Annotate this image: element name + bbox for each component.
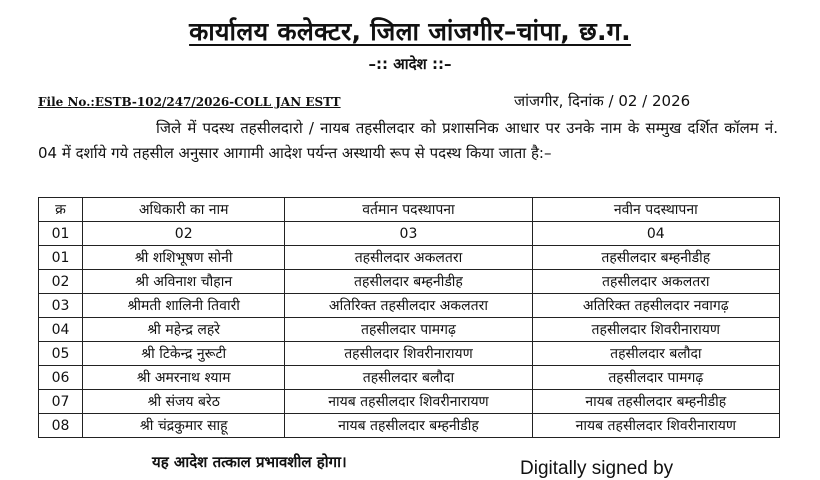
current-posting-cell: तहसीलदार बलौदा — [285, 366, 532, 390]
serial-cell: 01 — [39, 246, 83, 270]
effective-note: यह आदेश तत्काल प्रभावशील होगा। — [152, 453, 347, 471]
new-posting-cell: तहसीलदार शिवरीनारायण — [532, 318, 779, 342]
new-posting-cell: नायब तहसीलदार बम्हनीडीह — [532, 390, 779, 414]
new-posting-cell: तहसीलदार बलौदा — [532, 342, 779, 366]
officer-name-cell: श्रीमती शालिनी तिवारी — [83, 294, 285, 318]
file-number: File No.:ESTB-102/247/2026-COLL JAN ESTT — [38, 95, 341, 109]
current-posting-cell: नायब तहसीलदार शिवरीनारायण — [285, 390, 532, 414]
new-posting-cell: तहसीलदार पामगढ़ — [532, 366, 779, 390]
new-posting-cell: अतिरिक्त तहसीलदार नवागढ़ — [532, 294, 779, 318]
header-officer-name: अधिकारी का नाम — [83, 198, 285, 222]
table-row — [39, 270, 780, 294]
table-row — [39, 366, 780, 390]
table-row — [39, 390, 780, 414]
serial-cell: 02 — [39, 270, 83, 294]
column-number: 04 — [532, 222, 779, 246]
current-posting-cell: नायब तहसीलदार बम्हनीडीह — [285, 414, 532, 438]
order-heading: –:: आदेश ::– — [368, 55, 452, 73]
digital-signature-label: Digitally signed by — [520, 458, 674, 479]
table-row — [39, 414, 780, 438]
header-current-posting: वर्तमान पदस्थापना — [285, 198, 532, 222]
serial-cell: 04 — [39, 318, 83, 342]
column-number: 01 — [39, 222, 83, 246]
document-title: कार्यालय कलेक्टर, जिला जांजगीर–चांपा, छ.ग. — [189, 17, 631, 46]
table-row — [39, 342, 780, 366]
officer-name-cell: श्री चंद्रकुमार साहू — [83, 414, 285, 438]
current-posting-cell: तहसीलदार अकलतरा — [285, 246, 532, 270]
new-posting-cell: तहसीलदार अकलतरा — [532, 270, 779, 294]
officer-name-cell: श्री शशिभूषण सोनी — [83, 246, 285, 270]
column-number: 03 — [285, 222, 532, 246]
serial-cell: 05 — [39, 342, 83, 366]
serial-cell: 03 — [39, 294, 83, 318]
serial-cell: 07 — [39, 390, 83, 414]
header-new-posting: नवीन पदस्थापना — [532, 198, 779, 222]
table-header-row — [39, 198, 780, 222]
header-serial: क्र — [39, 198, 83, 222]
table-row — [39, 294, 780, 318]
column-number: 02 — [83, 222, 285, 246]
serial-cell: 08 — [39, 414, 83, 438]
officer-name-cell: श्री संजय बरेठ — [83, 390, 285, 414]
current-posting-cell: अतिरिक्त तहसीलदार अकलतरा — [285, 294, 532, 318]
new-posting-cell: तहसीलदार बम्हनीडीह — [532, 246, 779, 270]
officer-name-cell: श्री अमरनाथ श्याम — [83, 366, 285, 390]
officer-name-cell: श्री महेन्द्र लहरे — [83, 318, 285, 342]
officer-name-cell: श्री अविनाश चौहान — [83, 270, 285, 294]
new-posting-cell: नायब तहसीलदार शिवरीनारायण — [532, 414, 779, 438]
posting-table — [38, 197, 780, 438]
column-number-row — [39, 222, 780, 246]
current-posting-cell: तहसीलदार पामगढ़ — [285, 318, 532, 342]
officer-name-cell: श्री टिकेन्द्र नुरूटी — [83, 342, 285, 366]
serial-cell: 06 — [39, 366, 83, 390]
order-paragraph: जिले में पदस्थ तहसीलदारो / नायब तहसीलदार को प्रशासनिक आधार पर उनके नाम के सम्मुख दर्शित कॉलम नं. 04 में दर्शाये गये तहसील अनुसार आगामी आदेश पर्यन्त अस्थायी रूप से पदस्थ किया जाता है:– — [38, 119, 778, 162]
table-row — [39, 318, 780, 342]
current-posting-cell: तहसीलदार शिवरीनारायण — [285, 342, 532, 366]
date-line: जांजगीर, दिनांक / 02 / 2026 — [514, 92, 691, 110]
current-posting-cell: तहसीलदार बम्हनीडीह — [285, 270, 532, 294]
table-row — [39, 246, 780, 270]
